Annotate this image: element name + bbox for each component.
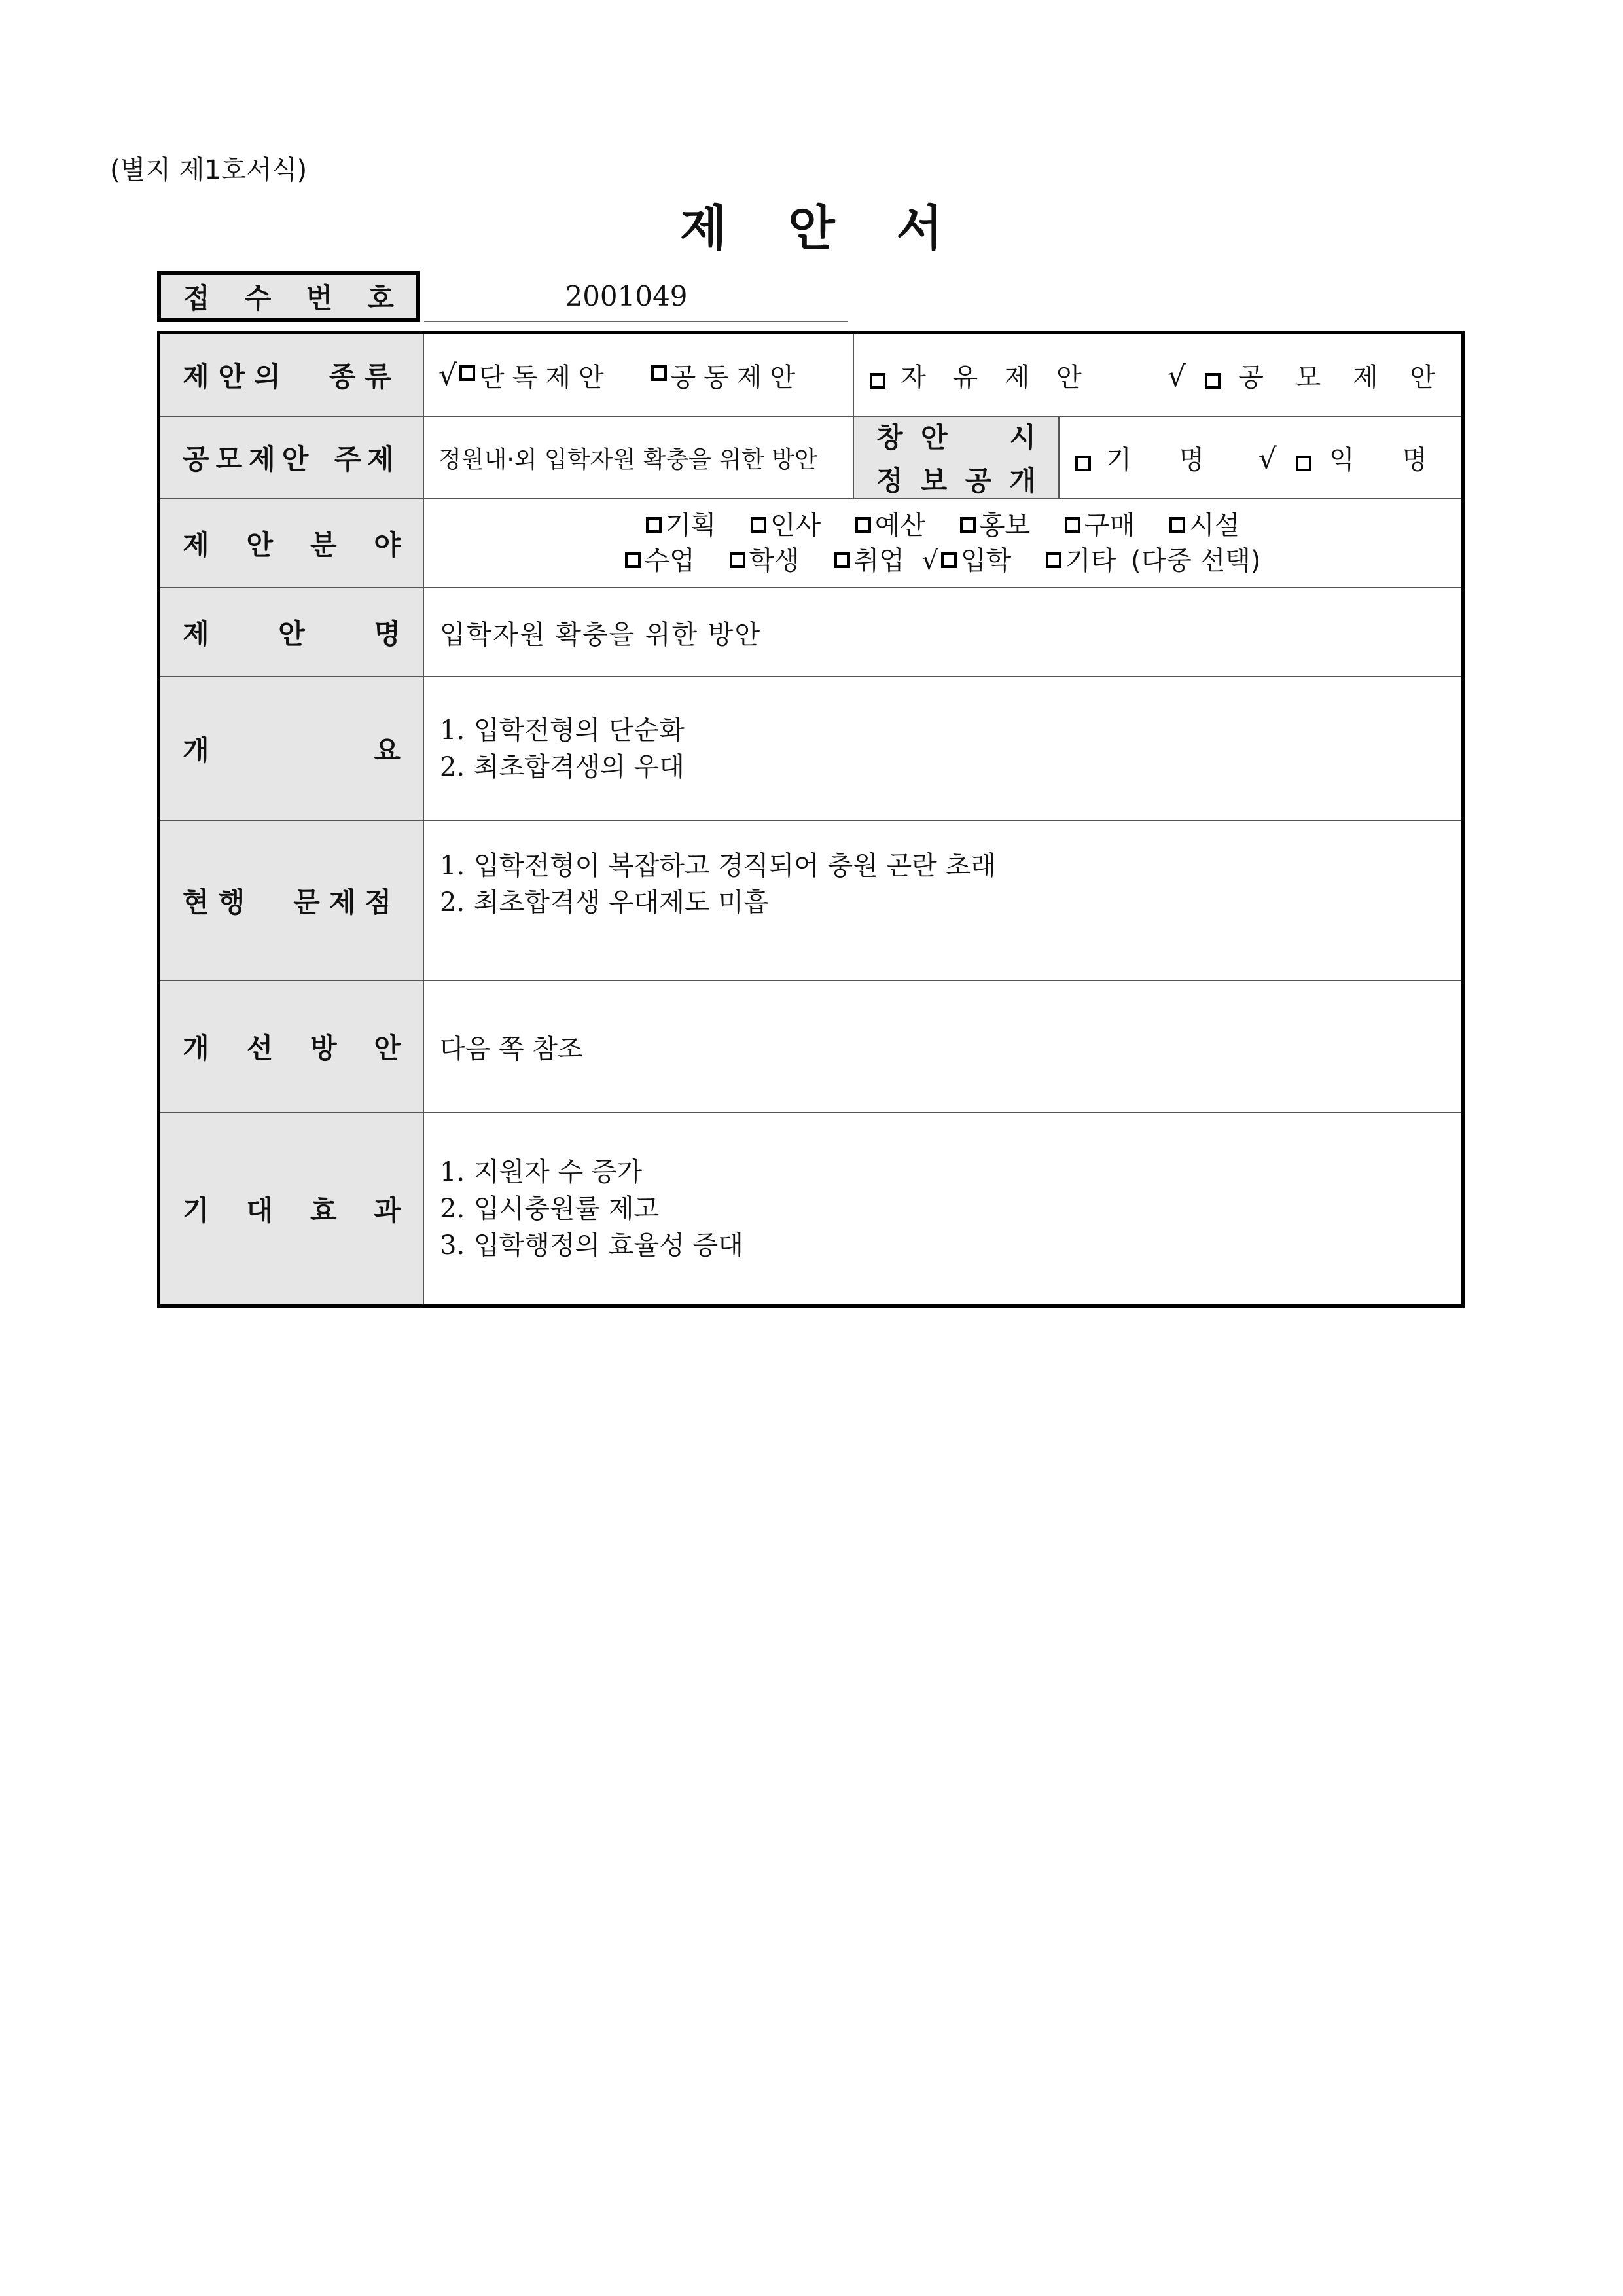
checkbox-joint[interactable]: [651, 365, 667, 381]
summary-list: [424, 677, 1461, 820]
proposal-mode-cell: [854, 334, 1461, 416]
disclosure-label-line2: 정 보 공 개: [876, 465, 1036, 497]
disclosure-options: [1060, 417, 1461, 498]
option-free-proposal: 자 유 제 안: [901, 362, 1091, 393]
list-item: 2. 최초합격생 우대제도 미흡: [440, 888, 769, 918]
checkbox-free[interactable]: [870, 373, 885, 389]
receipt-number-label: [157, 271, 420, 322]
option-joint-proposal: 공동제안: [670, 362, 804, 393]
option-contest-proposal: 공 모 제 안: [1238, 362, 1447, 393]
multi-select-note: (다중 선택): [1131, 546, 1261, 576]
checkbox-contest[interactable]: [1205, 373, 1221, 389]
current-problems-row: [160, 820, 1461, 980]
check-mark: √: [1258, 442, 1277, 476]
proposal-name-label: 제 안 명: [160, 588, 424, 676]
checkbox-admission[interactable]: [941, 552, 957, 568]
list-item: 2. 최초합격생의 우대: [440, 752, 685, 782]
option-named: 기 명: [1106, 444, 1224, 475]
proposal-type-row: [160, 334, 1461, 416]
list-item: 1. 입학전형의 단순화: [440, 715, 685, 745]
form-reference: (별지 제1호서식): [110, 155, 308, 185]
checkbox-employment[interactable]: [834, 552, 850, 568]
check-mark: √: [1168, 359, 1186, 393]
proposal-table: [157, 331, 1465, 1308]
receipt-number-value: 2001049: [424, 271, 848, 322]
current-problems-list: [424, 821, 1461, 980]
list-item: 3. 입학행정의 효율성 증대: [440, 1230, 743, 1261]
checkbox-single[interactable]: [459, 365, 475, 381]
checkbox-named[interactable]: [1075, 456, 1091, 471]
document-title: 제 안 서: [680, 200, 965, 257]
proposal-field-label: 제 안 분 야: [160, 499, 424, 587]
summary-label: 개 요: [160, 677, 424, 820]
proposal-name-row: [160, 587, 1461, 676]
current-problems-label: 현행 문제점: [160, 821, 424, 980]
expected-effect-list: [424, 1113, 1461, 1304]
list-item: 2. 입시충원률 제고: [440, 1194, 660, 1224]
checkbox-anonymous[interactable]: [1296, 456, 1311, 471]
disclosure-label-line1: 창 안 시: [876, 422, 1036, 454]
checkbox-budget[interactable]: [855, 517, 871, 533]
checkbox-personnel[interactable]: [751, 517, 766, 533]
checkbox-pr[interactable]: [960, 517, 976, 533]
option-single-proposal: 단독제안: [479, 362, 612, 393]
proposal-name-value: 입학자원 확충을 위한 방안: [440, 619, 762, 650]
improvement-plan-label: 개 선 방 안: [160, 981, 424, 1112]
checkbox-other[interactable]: [1046, 552, 1061, 568]
contest-topic-row: [160, 416, 1461, 498]
improvement-plan-row: [160, 980, 1461, 1112]
checkbox-planning[interactable]: [646, 517, 662, 533]
check-mark: √: [921, 546, 938, 576]
list-item: 1. 지원자 수 증가: [440, 1157, 643, 1187]
proposal-type-cell: [424, 334, 854, 416]
checkbox-student[interactable]: [730, 552, 745, 568]
checkbox-class[interactable]: [625, 552, 641, 568]
list-item: 1. 입학전형이 복잡하고 경직되어 충원 곤란 초래: [440, 851, 996, 881]
checkbox-facility[interactable]: [1169, 517, 1185, 533]
improvement-plan-value: 다음 쪽 참조: [440, 1033, 583, 1064]
field-options-line2: 수업 학생 취업 √ 입학 기타 (다중 선택): [625, 543, 1261, 579]
disclosure-label: [854, 417, 1060, 498]
field-options-line1: 기획 인사 예산 홍보 구매 시설: [646, 508, 1240, 543]
contest-topic-value: 정원내·외 입학자원 확충을 위한 방안: [424, 417, 854, 498]
expected-effect-row: [160, 1112, 1461, 1304]
check-mark: √: [438, 358, 457, 392]
checkbox-purchase[interactable]: [1065, 517, 1080, 533]
proposal-type-label: 제안의 종류: [160, 334, 424, 416]
summary-row: [160, 676, 1461, 820]
proposal-field-options: [424, 499, 1461, 587]
contest-topic-label: 공모제안 주제: [160, 417, 424, 498]
option-anonymous: 익 명: [1329, 444, 1447, 475]
proposal-field-row: [160, 498, 1461, 587]
expected-effect-label: 기 대 효 과: [160, 1113, 424, 1304]
receipt-label-text: 접 수 번 호: [183, 282, 394, 314]
